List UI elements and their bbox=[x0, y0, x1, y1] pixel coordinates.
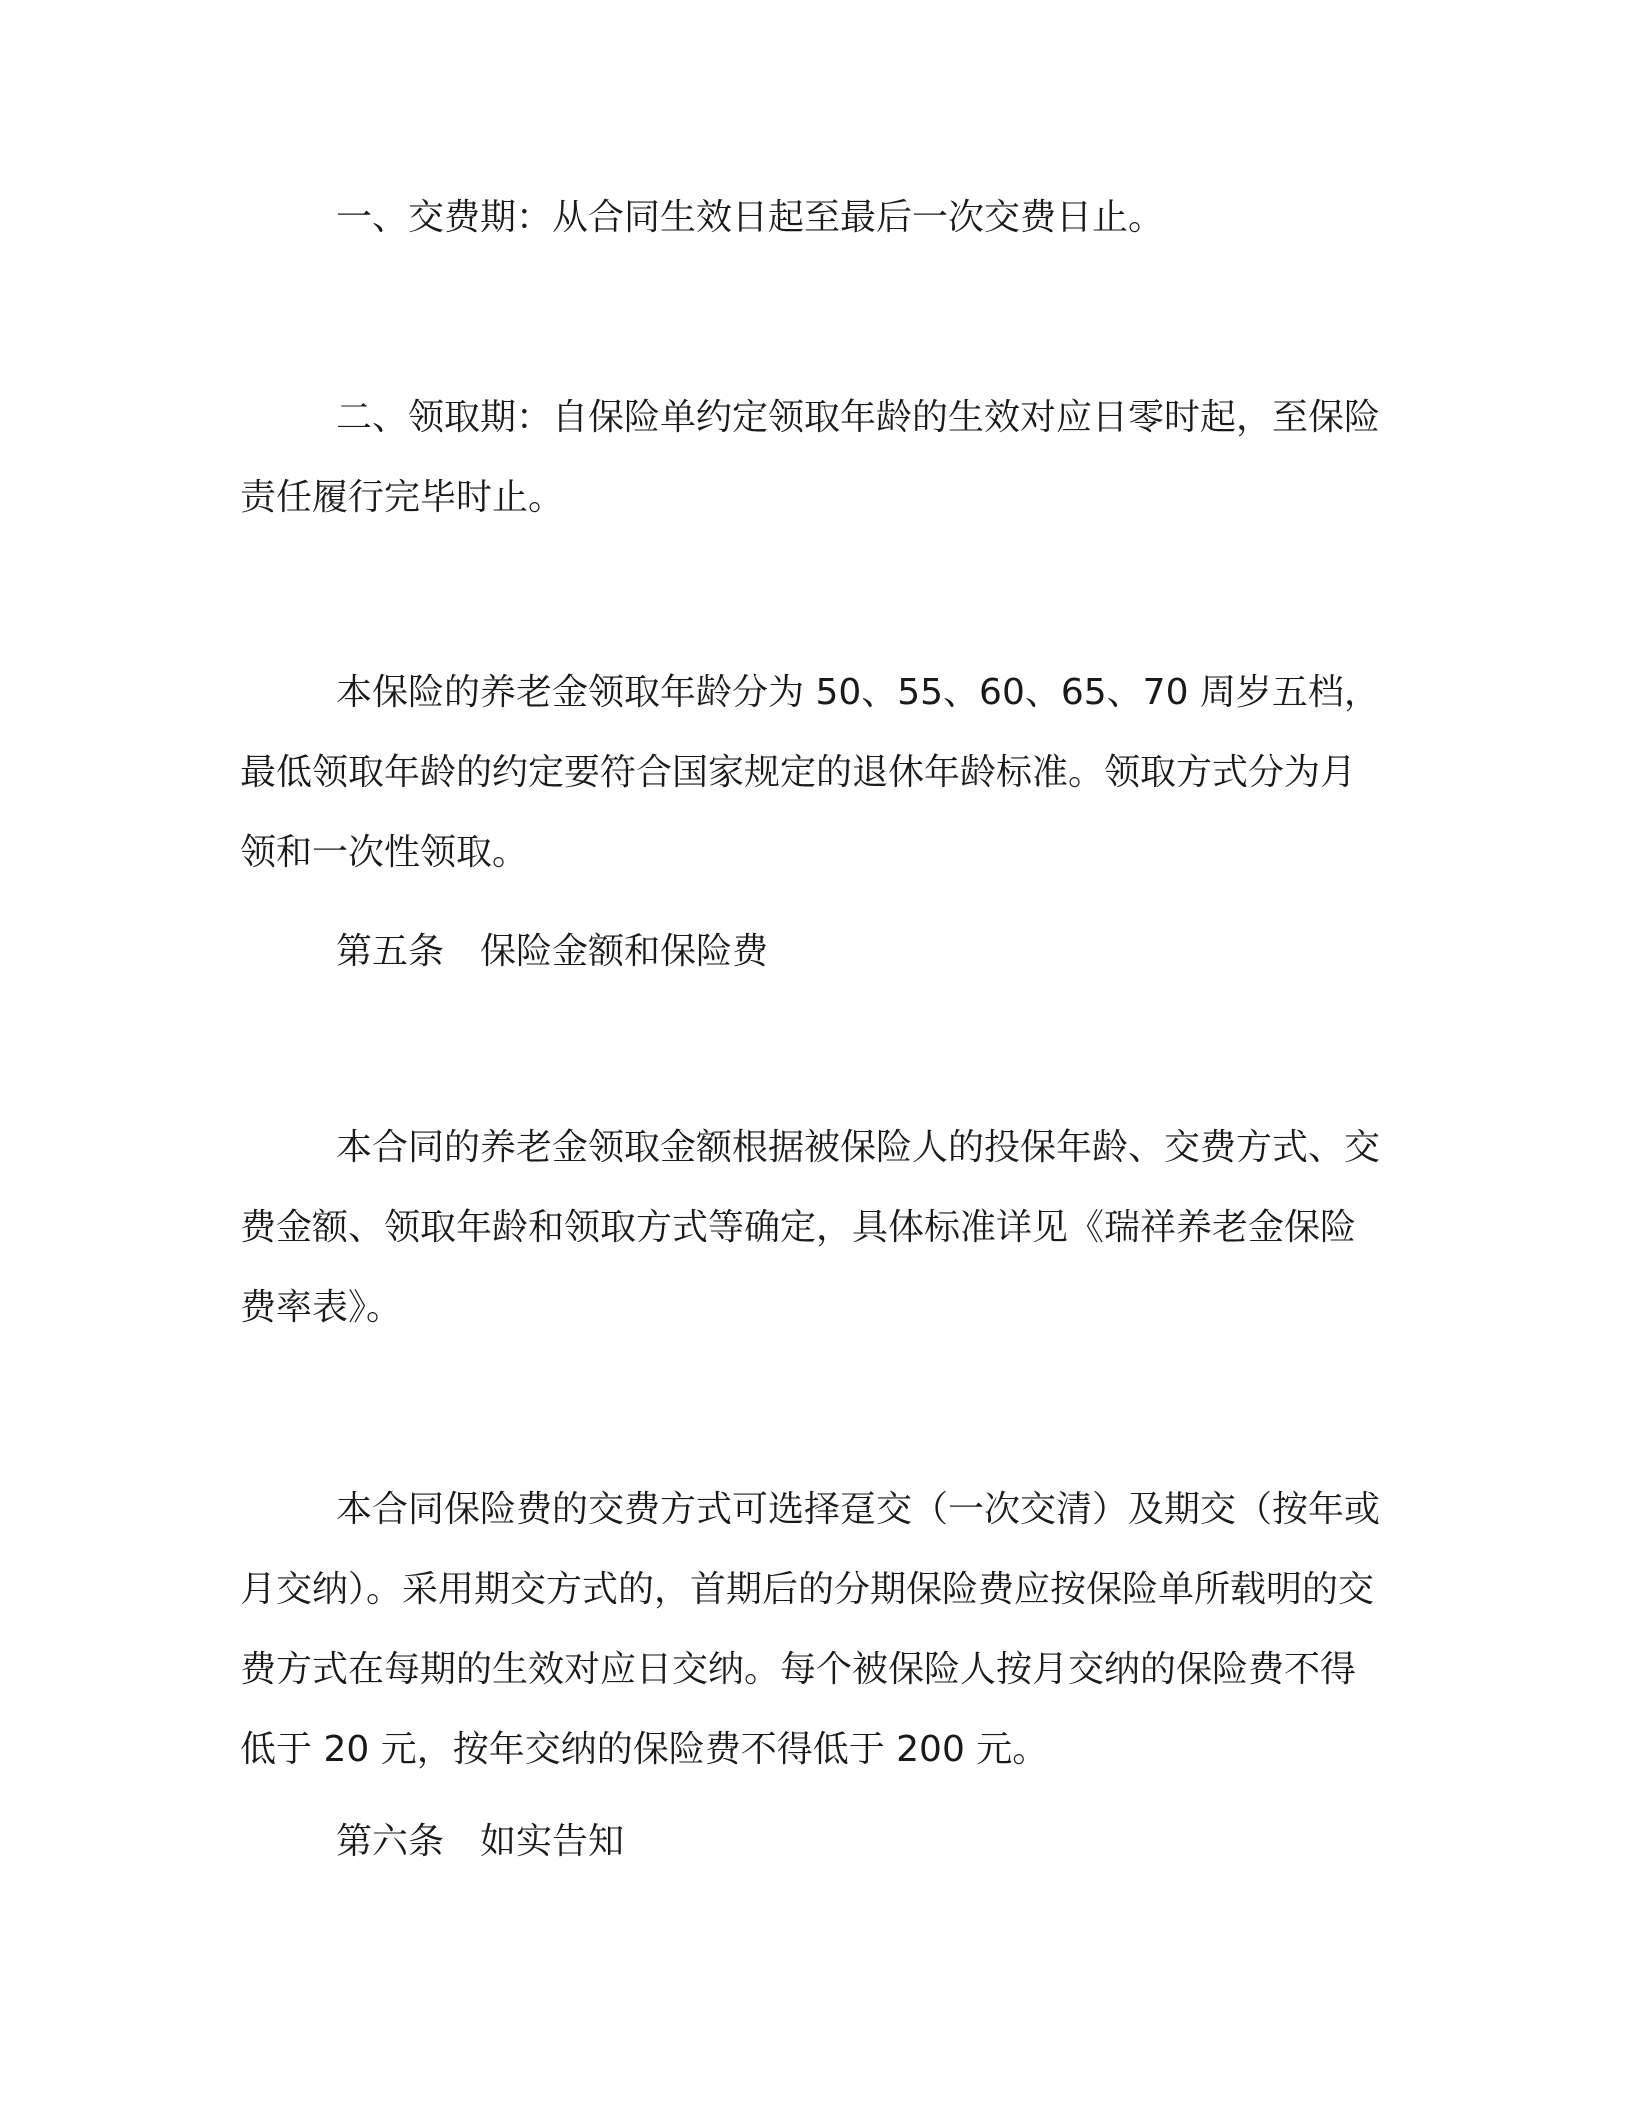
payment-period-paragraph: 一、交费期：从合同生效日起至最后一次交费日止。 bbox=[336, 197, 1165, 238]
premium-payment-paragraph: 本合同保险费的交费方式可选择趸交（一次交清）及期交（按年或月交纳）。采用期交方式的，首期后的分期保险费应按保险单所载明的交费方式在每期的生效对应日交纳。每个被保险人按月交纳的保险费不得低于 20 元，按年交纳的保险费不得低于 200 元。 bbox=[240, 1489, 1381, 1770]
article-six-heading: 第六条 如实告知 bbox=[336, 1821, 625, 1862]
pension-age-paragraph: 本保险的养老金领取年龄分为 50、55、60、65、70 周岁五档，最低领取年龄的约定要符合国家规定的退休年龄标准。领取方式分为月领和一次性领取。 bbox=[240, 672, 1380, 873]
pension-amount-paragraph: 本合同的养老金领取金额根据被保险人的投保年龄、交费方式、交费金额、领取年龄和领取方式等确定，具体标准详见《瑞祥养老金保险费率表》。 bbox=[240, 1127, 1381, 1328]
article-five-heading: 第五条 保险金额和保险费 bbox=[336, 931, 769, 972]
collection-period-paragraph: 二、领取期：自保险单约定领取年龄的生效对应日零时起，至保险责任履行完毕时止。 bbox=[240, 397, 1381, 518]
